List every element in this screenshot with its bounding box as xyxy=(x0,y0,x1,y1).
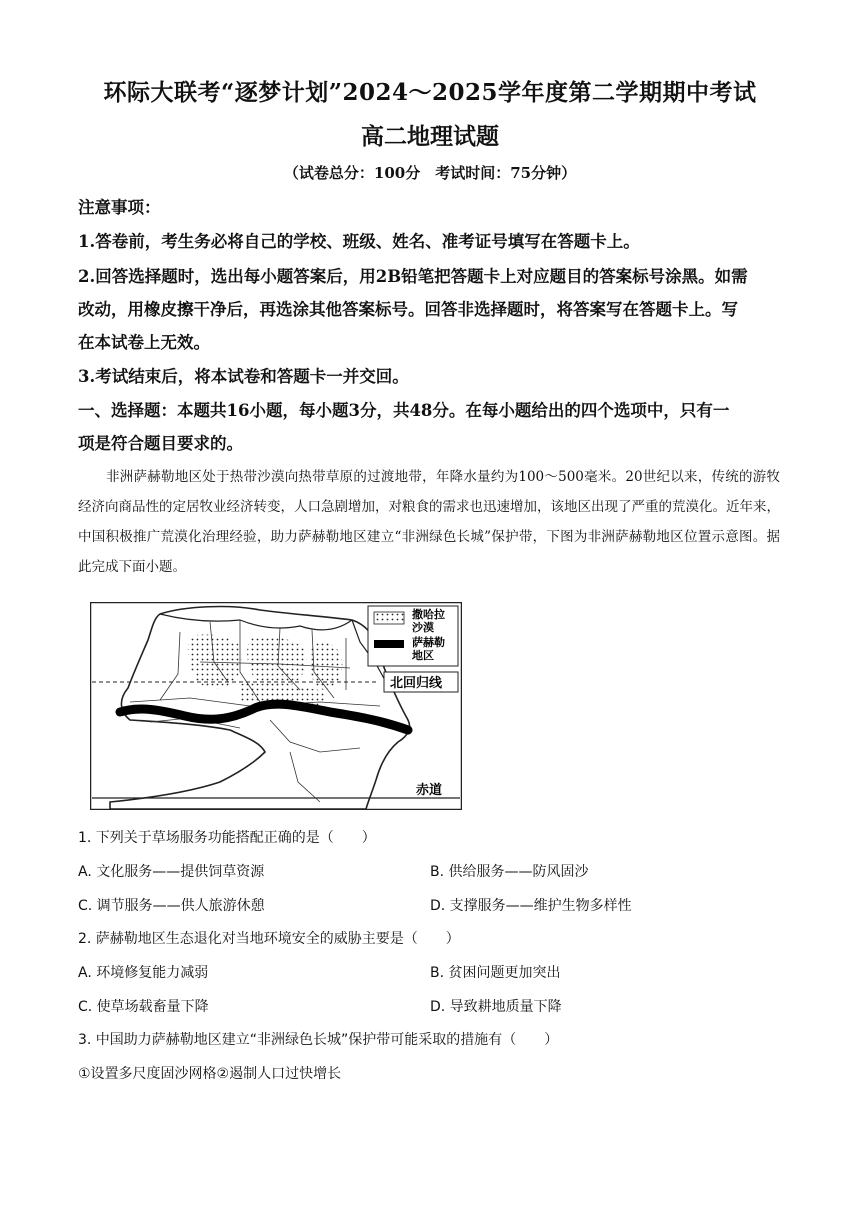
legend-sahel-swatch xyxy=(374,640,404,648)
question-2-stem: 2. 萨赫勒地区生态退化对当地环境安全的威胁主要是（ ） xyxy=(78,931,460,947)
question-1-stem: 1. 下列关于草场服务功能搭配正确的是（ ） xyxy=(78,830,376,846)
exam-subtitle: 高二地理试题 xyxy=(361,123,499,150)
question-2-option-c: C. 使草场载畜量下降 xyxy=(78,999,209,1015)
question-1-option-d: D. 支撑服务——维护生物多样性 xyxy=(430,898,632,914)
question-1-option-a: A. 文化服务——提供饲草资源 xyxy=(78,864,265,880)
question-2-option-d: D. 导致耕地质量下降 xyxy=(430,999,562,1015)
section-heading-line-2: 项是符合题目要求的。 xyxy=(78,434,243,453)
legend-sahel-label-2: 地区 xyxy=(412,649,434,662)
notice-item-1: 1.答卷前，考生务必将自己的学校、班级、姓名、准考证号填写在答题卡上。 xyxy=(78,232,640,251)
legend-sahara-swatch xyxy=(374,612,404,624)
question-2-option-a: A. 环境修复能力减弱 xyxy=(78,965,209,981)
notice-item-2-line-3: 在本试卷上无效。 xyxy=(78,333,210,352)
exam-info: （试卷总分：100分 考试时间：75分钟） xyxy=(283,164,577,182)
section-heading-line-1: 一、选择题：本题共16小题，每小题3分，共48分。在每小题给出的四个选项中，只有一 xyxy=(78,401,730,420)
notice-heading: 注意事项： xyxy=(78,198,161,217)
tropic-label: 北回归线 xyxy=(390,676,443,691)
notice-item-3: 3.考试结束后，将本试卷和答题卡一并交回。 xyxy=(78,367,409,386)
question-1-option-c: C. 调节服务——供人旅游休憩 xyxy=(78,898,265,914)
sahel-location-map xyxy=(90,602,462,810)
legend-sahara-label-1: 撒哈拉 xyxy=(412,608,445,621)
passage: 非洲萨赫勒地区处于热带沙漠向热带草原的过渡地带，年降水量约为100～500毫米。20世纪以来，传统的游牧经济向商品性的定居牧业经济转变，人口急剧增加，对粮食的需求也迅速增加，该地区出现了严重的荒漠化。近年来，中国积极推广荒漠化治理经验，助力萨赫勒地区建立“非洲绿色长城”保护带，下图为非洲萨赫勒地区位置示意图。据此完成下面小题。 xyxy=(78,469,780,575)
question-3-stem: 3. 中国助力萨赫勒地区建立“非洲绿色长城”保护带可能采取的措施有（ ） xyxy=(78,1032,559,1048)
exam-title: 环际大联考“逐梦计划”2024～2025学年度第二学期期中考试 xyxy=(103,79,757,106)
legend-sahel-label-1: 萨赫勒 xyxy=(412,636,445,649)
notice-item-2-line-1: 2.回答选择题时，选出每小题答案后，用2B铅笔把答题卡上对应题目的答案标号涂黑。如需 xyxy=(78,267,748,286)
question-3-statements: ①设置多尺度固沙网格②遏制人口过快增长 xyxy=(78,1066,342,1082)
question-1-option-b: B. 供给服务——防风固沙 xyxy=(430,864,589,880)
equator-label: 赤道 xyxy=(416,783,443,798)
map-legend xyxy=(368,606,458,666)
legend-sahara-label-2: 沙漠 xyxy=(412,621,434,634)
notice-item-2-line-2: 改动，用橡皮擦干净后，再选涂其他答案标号。回答非选择题时，将答案写在答题卡上。写 xyxy=(78,300,738,319)
question-2-option-b: B. 贫困问题更加突出 xyxy=(430,965,561,981)
